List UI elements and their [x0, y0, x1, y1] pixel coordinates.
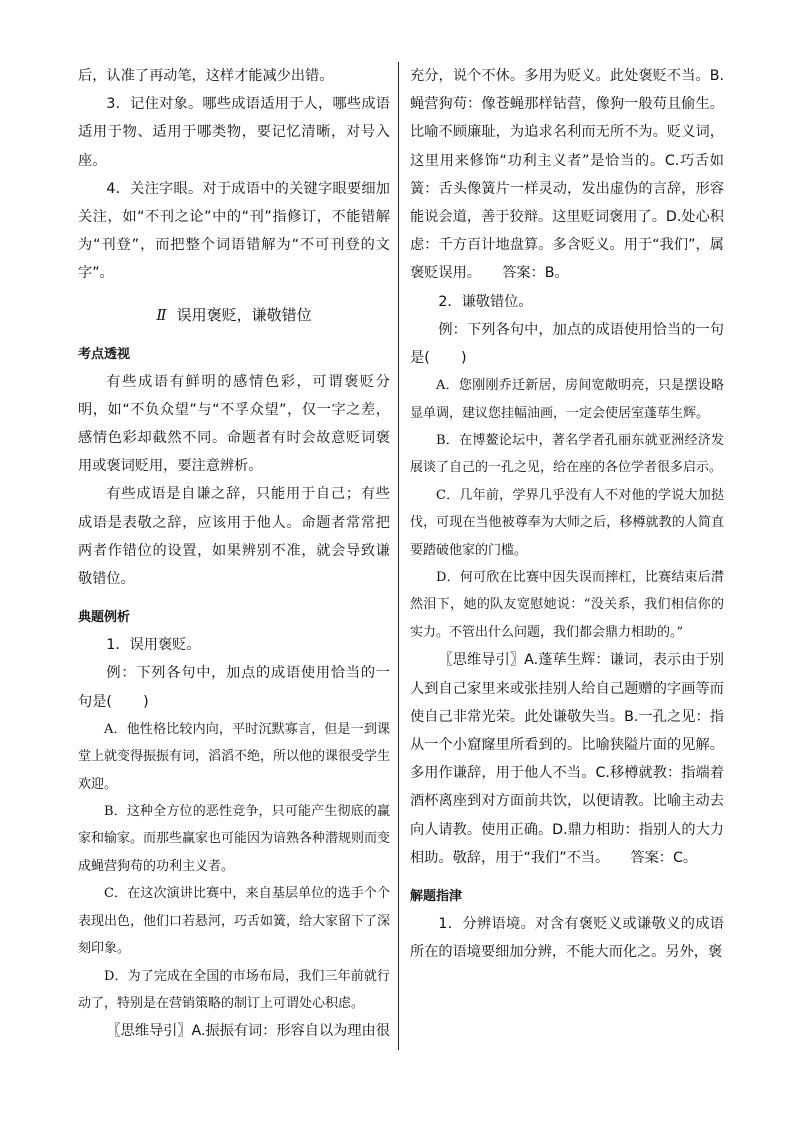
- example-1-option-d: D．为了完成在全国的市场布局，我们三年前就行动了，特别是在营销策略的制订上可谓处心积虑。: [78, 968, 390, 1011]
- example-1-option-c: C．在这次演讲比赛中，来自基层单位的选手个个表现出色，他们口若悬河，巧舌如簧，给大家留下了深刻印象。: [78, 886, 391, 957]
- section-title: 误用褒贬，谦敬错位: [176, 305, 312, 324]
- paragraph-continued: 后，认准了再动笔，这样才能减少出错。: [78, 68, 334, 84]
- example-2-question-close: ): [460, 350, 467, 367]
- item-2-heading: 2．谦敬错位。: [438, 293, 533, 310]
- item-1-heading: 1．误用褒贬。: [106, 637, 201, 654]
- jieti-paragraph-1: 1．分辨语境。对含有褒贬义或谦敬义的成语所在的语境要细加分辨，不能大而化之。另外，褒: [410, 915, 724, 961]
- kaodian-paragraph-1: 有些成语有鲜明的感情色彩，可谓褒贬分明，如“不负众望”与“不孚众望”，仅一字之差，感情色彩却截然不同。命题者有时会故意贬词褒用或褒词贬用，要注意辨析。: [78, 373, 390, 475]
- left-column: [78, 62, 390, 1046]
- example-1-option-a: A．他性格比较内向，平时沉默寡言，但是一到课堂上就变得振振有词，滔滔不绝，所以他的课很受学生欢迎。: [78, 721, 391, 792]
- subheading-jieti: 解题指津: [410, 888, 463, 904]
- tip-3: 3．记住对象。哪些成语适用于人，哪些成语适用于物、适用于哪类物，要记忆清晰，对号入座。: [78, 96, 390, 169]
- example-1-question-close: ): [143, 693, 149, 710]
- example-2-option-a: A．您刚刚乔迁新居，房间宽敞明亮，只是摆设略显单调，建议您挂幅油画，一定会使居室蓬荜生辉。: [410, 378, 724, 421]
- right-column: [410, 62, 724, 966]
- example-2-question: [410, 316, 724, 372]
- example-2-option-c: C．几年前，学界几乎没有人不对他的学说大加挞伐，可现在当他被尊奉为大师之后，移樽就教的人简直要踏破他家的门槛。: [410, 487, 724, 558]
- section-heading: [78, 300, 390, 330]
- example-1-guide: 〖思维导引〗A.振振有词：形容自以为理由很: [106, 1023, 390, 1040]
- example-1-question-text: 例：下列各句中，加点的成语使用恰当的一句是(: [78, 665, 390, 710]
- example-2-option-b: B．在博鳌论坛中，著名学者孔丽东就亚洲经济发展谈了自己的一孔之见，给在座的各位学者很多启示。: [410, 433, 724, 476]
- subheading-kaodian: 考点透视: [78, 346, 131, 362]
- example-2-option-d: D．何可欣在比赛中因失误而摔杠，比赛结束后潸然泪下，她的队友宽慰她说：“没关系，我们相信你的实力。不管出什么问题，我们都会鼎力相助的。”: [410, 570, 724, 640]
- column-divider: [398, 62, 399, 1050]
- example-1-option-b: B．这种全方位的恶性竞争，只可能产生彻底的赢家和输家。而那些赢家也可能因为谙熟各种潜规则而变成蝇营狗苟的功利主义者。: [78, 804, 391, 874]
- example-2-question-text: 例：下列各句中，加点的成语使用恰当的一句是(: [410, 321, 724, 367]
- example-1-guide-continued: 充分，说个不休。多用为贬义。此处褒贬不当。B.蝇营狗苟：像苍蝇那样钻营，像狗一般苟且偷生。比喻不顾廉耻，为追求名利而无所不为。贬义词，这里用来修饰“功利主义者”是恰当的。C.巧舌如簧：舌头像簧片一样灵动，发出虚伪的言辞，形容能说会道，善于狡辩。这里贬词褒用了。D.处心积虑：千方百计地盘算。多含贬义。用于“我们”，属褒贬误用。 答案：B。: [410, 68, 724, 282]
- example-2-guide: 〖思维导引〗A.蓬荜生辉：谦词，表示由于别人到自己家里来或张挂别人给自己题赠的字画等而使自己非常光荣。此处谦敬失当。B.一孔之见：指从一个小窟窿里所看到的。比喻狭隘片面的见解。多用作谦辞，用于他人不当。C.移樽就教：指端着酒杯离座到对方面前共饮，以便请教。比喻主动去向人请教。使用正确。D.鼎力相助：指别人的大力相助。敬辞，用于“我们”不当。 答案：C。: [410, 652, 724, 866]
- tip-4: 4．关注字眼。对于成语中的关键字眼要细加关注，如“不刊之论”中的“刊”指修订，不能错解为“刊登”，而把整个词语错解为“不可刊登的文字”。: [78, 180, 390, 282]
- subheading-dianti: 典题例析: [78, 610, 131, 626]
- kaodian-paragraph-2: 有些成语是自谦之辞，只能用于自己；有些成语是表敬之辞，应该用于他人。命题者常常把两者作错位的设置，如果辨别不准，就会导致谦敬错位。: [78, 486, 390, 588]
- example-1-question: [78, 659, 390, 715]
- section-number: Ⅱ: [156, 305, 167, 324]
